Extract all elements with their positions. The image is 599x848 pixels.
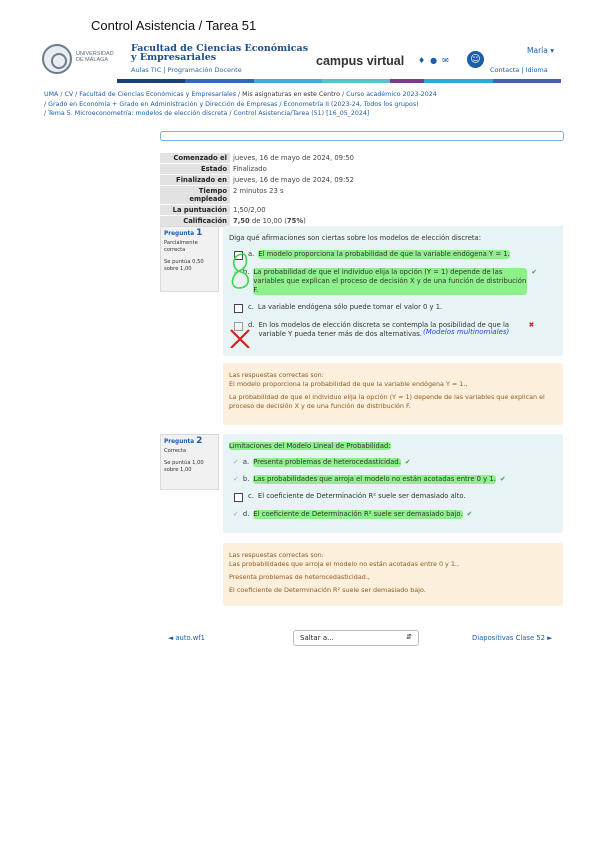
option-letter: c. xyxy=(248,303,254,311)
grade-end: ) xyxy=(303,217,306,225)
correct-check-icon: ✔ xyxy=(466,510,473,518)
faculty-name-line1: Facultad de Ciencias Económicas xyxy=(131,43,309,54)
summary-value: jueves, 16 de mayo de 2024, 09:52 xyxy=(230,175,563,186)
color-bar-segment xyxy=(493,79,561,83)
incorrect-x-icon: ✖ xyxy=(528,321,535,329)
summary-row xyxy=(160,175,563,186)
correct-check-icon: ✔ xyxy=(404,458,411,466)
color-bar-segment xyxy=(254,79,322,83)
question-status: Parcialmente correcta xyxy=(164,240,198,253)
progress-placeholder-box xyxy=(160,131,564,141)
grade-value: 7,50 xyxy=(233,217,250,225)
bell-icon[interactable]: ♦ xyxy=(418,56,431,65)
checked-icon: ✓ xyxy=(233,458,239,466)
color-bar-segment xyxy=(185,79,253,83)
breadcrumb-line3[interactable]: / Tema 5. Microeconometría: modelos de elección discreta / Control Asistencia/Tarea (51) [16_05_2024] xyxy=(44,110,370,117)
question-2-info xyxy=(160,434,219,490)
color-bar-segment xyxy=(117,79,185,83)
feedback-title: Las respuestas correctas son: xyxy=(229,371,324,379)
user-menu[interactable]: María ▾ xyxy=(527,46,554,55)
feedback-line: La probabilidad de que el individuo elija la opción (Y = 1) depende de las variables que explican el proceso de decisión X y de una función de distribución F. xyxy=(229,393,545,410)
correct-check-icon: ✔ xyxy=(531,268,538,276)
answer-option-a[interactable] xyxy=(229,250,557,260)
feedback-line: El coeficiente de Determinación R² suele ser demasiado bajo. xyxy=(229,586,426,594)
answer-checkbox[interactable] xyxy=(234,493,243,502)
summary-key: Calificación xyxy=(160,216,230,227)
question-1-box xyxy=(223,226,563,356)
feedback-line: Presenta problemas de heterocedasticidad., xyxy=(229,573,370,581)
question-label: Pregunta xyxy=(164,231,195,237)
question-text xyxy=(229,442,557,450)
university-name-line1: UNIVERSIDAD xyxy=(76,51,114,57)
option-letter: a. xyxy=(248,250,255,258)
summary-row xyxy=(160,153,563,164)
correct-check-icon: ✔ xyxy=(499,475,506,483)
option-text: El coeficiente de Determinación R² suele ser demasiado alto. xyxy=(257,492,466,500)
next-activity-link[interactable]: Diapositivas Clase 52 ► xyxy=(472,634,553,642)
grade-rest: de 10,00 ( xyxy=(249,217,287,225)
feedback-title: Las respuestas correctas son: xyxy=(229,551,324,559)
option-text: Presenta problemas de heterocedasticidad. xyxy=(253,458,401,466)
option-letter: a. xyxy=(242,458,250,466)
question-score: Se puntúa 1,00 sobre 1,00 xyxy=(164,460,204,473)
university-seal-icon xyxy=(42,44,72,74)
handwritten-marks xyxy=(225,248,265,348)
summary-key: Estado xyxy=(160,164,230,175)
jump-to-label: Saltar a... xyxy=(300,634,334,642)
question-2-box xyxy=(223,434,563,533)
handwritten-scribble xyxy=(232,254,248,288)
color-bar-segment xyxy=(390,79,424,83)
summary-value: jueves, 16 de mayo de 2024, 09:50 xyxy=(230,153,563,164)
color-bar-segment xyxy=(322,79,390,83)
summary-key: Tiempo empleado xyxy=(160,186,230,205)
answer-option-d[interactable] xyxy=(229,510,557,519)
question-1-feedback xyxy=(223,363,563,425)
question-1-info xyxy=(160,226,219,292)
faculty-name[interactable] xyxy=(131,44,308,62)
handwritten-annotation: (Modelos multinomiales) xyxy=(423,328,510,336)
summary-row xyxy=(160,216,563,227)
option-text: El coeficiente de Determinación R² suele ser demasiado bajo. xyxy=(253,510,463,518)
question-number: 2 xyxy=(196,436,203,446)
handwritten-cross xyxy=(231,330,249,348)
breadcrumb-current-center: Mis asignaturas en este Centro xyxy=(242,91,340,98)
checked-icon: ✓ xyxy=(233,268,239,276)
summary-row xyxy=(160,205,563,216)
campus-virtual-title[interactable]: campus virtual xyxy=(316,54,405,68)
faculty-name-line2: y Empresariales xyxy=(131,52,217,63)
question-text-highlight: Limitaciones del Modelo Lineal de Probabilidad: xyxy=(229,442,391,450)
option-text: La variable endógena sólo puede tomar el valor 0 y 1. xyxy=(257,303,443,311)
option-letter: d. xyxy=(242,510,250,518)
feedback-line: Las probabilidades que arroja el modelo no están acotadas entre 0 y 1., xyxy=(229,560,459,568)
jump-to-select[interactable] xyxy=(293,630,419,646)
chat-icon[interactable]: ● xyxy=(430,56,443,65)
header-color-bar xyxy=(117,79,561,83)
breadcrumb-part[interactable]: / Curso académico 2023-2024 xyxy=(341,91,437,98)
summary-row xyxy=(160,186,563,205)
option-letter: d. xyxy=(248,321,255,329)
breadcrumb[interactable] xyxy=(44,90,564,119)
summary-key: Finalizado en xyxy=(160,175,230,186)
answer-option-b[interactable] xyxy=(229,268,557,295)
color-bar-segment xyxy=(424,79,492,83)
answer-option-b[interactable] xyxy=(229,475,557,484)
feedback-line: El modelo proporciona la probabilidad de que la variable endógena Y = 1., xyxy=(229,380,468,388)
select-arrows-icon: ⇵ xyxy=(406,633,412,641)
summary-row xyxy=(160,164,563,175)
question-2-feedback xyxy=(223,543,563,606)
checked-icon: ✓ xyxy=(233,510,239,518)
answer-option-a[interactable] xyxy=(229,458,557,467)
summary-value: Finalizado xyxy=(230,164,563,175)
document-title: Control Asistencia / Tarea 51 xyxy=(91,18,257,33)
summary-value: 1,50/2,00 xyxy=(230,205,563,216)
summary-value xyxy=(230,216,563,227)
mail-icon[interactable]: ✉ xyxy=(442,56,454,65)
question-number: 1 xyxy=(196,228,203,238)
question-text: Diga qué afirmaciones son ciertas sobre los modelos de elección discreta: xyxy=(229,234,482,242)
option-text: La probabilidad de que el individuo elija la opción (Y = 1) depende de las variables que explican el proceso de decisión X y de una función de distribución F. xyxy=(253,268,527,294)
answer-option-c[interactable] xyxy=(229,303,557,313)
option-letter: b. xyxy=(242,268,250,276)
contact-language-links[interactable]: Contacta | Idioma xyxy=(490,66,548,74)
option-text: El modelo proporciona la probabilidad de que la variable endógena Y = 1. xyxy=(258,250,510,258)
option-letter: c. xyxy=(248,492,254,500)
breadcrumb-part[interactable]: UMA / CV / Facultad de Ciencias Económicas y Empresariales / xyxy=(44,91,241,98)
option-text: En los modelos de elección discreta se contempla la posibilidad de que la variable Y pueda tener más de dos alternativas. xyxy=(258,321,510,338)
attempt-summary-table xyxy=(160,152,563,227)
accessibility-icon[interactable]: ☺ xyxy=(467,51,484,68)
grade-percent: 75% xyxy=(286,217,304,225)
faculty-links[interactable]: Aulas TIC | Programación Docente xyxy=(131,66,242,74)
summary-key: Comenzado el xyxy=(160,153,230,164)
header-icons xyxy=(418,56,454,65)
question-status: Correcta xyxy=(164,448,187,454)
university-logo[interactable] xyxy=(42,44,124,74)
answer-option-c[interactable] xyxy=(229,492,557,502)
checked-icon: ✓ xyxy=(233,475,239,483)
previous-activity-link[interactable]: ◄ auto.wf1 xyxy=(168,634,206,642)
breadcrumb-line2[interactable]: / Grado en Economía + Grado en Administración y Dirección de Empresas / Econometría II (2023-24, Todos los grupos) xyxy=(44,100,419,108)
option-letter: b. xyxy=(242,475,250,483)
summary-value: 2 minutos 23 s xyxy=(230,186,563,205)
question-score: Se puntúa 0,50 sobre 1,00 xyxy=(164,259,204,272)
summary-key: La puntuación xyxy=(160,205,230,216)
option-text: Las probabilidades que arroja el modelo no están acotadas entre 0 y 1. xyxy=(253,475,496,483)
question-label: Pregunta xyxy=(164,439,195,445)
university-name-line2: DE MÁLAGA xyxy=(76,57,109,63)
